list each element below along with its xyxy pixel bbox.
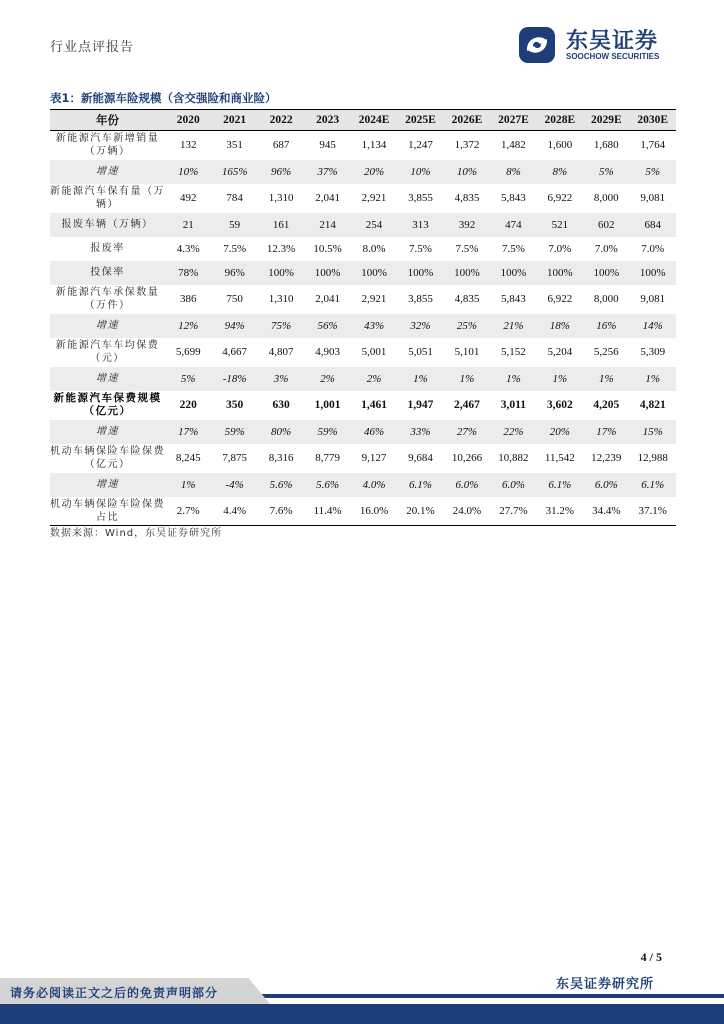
table-cell: 5,152: [501, 346, 526, 358]
table-cell: 17%: [596, 425, 617, 438]
table-cell: 165%: [221, 165, 248, 178]
table-cell: 4,821: [639, 399, 666, 411]
table-cell: 7.0%: [641, 242, 665, 255]
table-cell: 59%: [317, 425, 338, 438]
table-cell: 8,245: [175, 452, 201, 464]
table-cell: 33%: [410, 425, 431, 438]
table-cell: 31.2%: [537, 497, 583, 526]
row-label: 新能源汽车保费规模（亿元）: [53, 392, 162, 417]
table-cell: -18%: [222, 372, 247, 385]
row-label: 增速: [96, 479, 119, 490]
table-cell: 1%: [459, 372, 475, 385]
table-cell: 5%: [180, 372, 196, 385]
table-cell: 1,310: [268, 192, 294, 204]
table-cell: 12,239: [591, 452, 622, 464]
table-cell: 21%: [503, 319, 524, 332]
table-cell: 5.6%: [316, 478, 340, 491]
table-cell: 8.0%: [362, 242, 386, 255]
table-cell: 100%: [593, 266, 620, 279]
table-cell: 8,000: [593, 293, 619, 305]
table-cell: 94%: [224, 319, 245, 332]
header-year-cell: 2022: [258, 110, 304, 131]
table-cell: 8,779: [315, 452, 340, 464]
table-cell: 78%: [178, 266, 199, 279]
row-label: 报废率: [90, 243, 125, 254]
table-cell: 6.0%: [594, 478, 618, 491]
table-cell: 16.0%: [351, 497, 397, 526]
table-row: [50, 391, 676, 420]
table-cell: 1,680: [593, 139, 619, 152]
table-cell: 1,764: [640, 139, 666, 152]
table-cell: 4,903: [315, 346, 340, 358]
table-cell: 10%: [410, 165, 431, 178]
table-cell: 630: [272, 399, 290, 411]
table-cell: 214: [319, 218, 336, 231]
table-cell: 11,542: [544, 452, 575, 464]
table-cell: 100%: [361, 266, 387, 279]
table-cell: 37%: [317, 165, 338, 178]
table-cell: 386: [179, 293, 197, 305]
table-cell: 1%: [506, 372, 521, 385]
table-cell: 2%: [320, 372, 335, 385]
table-cell: 1%: [413, 372, 428, 385]
table-cell: 1,600: [547, 139, 573, 152]
table-cell: 687: [272, 139, 290, 152]
table-cell: 75%: [271, 319, 292, 332]
table-cell: 750: [226, 293, 243, 305]
table-row: [50, 314, 676, 338]
table-cell: 1,247: [408, 139, 433, 152]
table-cell: 27%: [456, 425, 478, 438]
table-cell: 25%: [456, 319, 478, 332]
table-cell: 5,843: [501, 192, 526, 204]
table-cell: 10,266: [451, 452, 483, 464]
table-cell: 5,101: [454, 346, 480, 358]
table-cell: 8,316: [268, 452, 294, 464]
table-cell: 10.5%: [313, 242, 342, 255]
table-cell: 9,127: [361, 452, 387, 464]
table-cell: 2,041: [315, 192, 340, 204]
table-cell: 6.1%: [641, 478, 665, 491]
table-cell: 4.0%: [362, 478, 386, 491]
table-cell: 2,041: [315, 293, 340, 305]
table-cell: 2,467: [454, 399, 480, 411]
table-row: [50, 367, 676, 391]
table-cell: 2,921: [361, 293, 387, 305]
data-table: [50, 109, 676, 526]
table-cell: 96%: [271, 165, 292, 178]
header-year-cell: 2028E: [537, 110, 583, 131]
table-cell: 5,843: [501, 293, 526, 305]
table-cell: 492: [179, 192, 197, 204]
table-cell: 254: [365, 218, 383, 231]
table-cell: 5.6%: [269, 478, 293, 491]
table-cell: 100%: [407, 266, 434, 279]
row-label: 投保率: [90, 267, 125, 278]
table-cell: 12%: [178, 319, 199, 332]
header-year-cell: 2021: [211, 110, 257, 131]
table-title: 表1：新能源车险规模（含交强险和商业险）: [50, 91, 277, 105]
table-row: [50, 444, 676, 473]
table-row: [50, 473, 676, 497]
table-cell: 7.0%: [594, 242, 618, 255]
table-cell: 59: [229, 218, 241, 231]
table-cell: 4,205: [593, 399, 620, 411]
table-cell: 56%: [317, 319, 338, 332]
table-cell: 12.3%: [266, 242, 296, 255]
table-cell: 6.1%: [548, 478, 572, 491]
table-cell: 4,807: [268, 346, 294, 358]
table-cell: 3,602: [546, 399, 573, 411]
table-cell: 8%: [552, 165, 568, 178]
table-cell: 100%: [314, 266, 341, 279]
table-cell: 11.4%: [304, 497, 350, 526]
table-cell: 14%: [642, 319, 663, 332]
table-cell: 4,835: [454, 192, 480, 204]
table-cell: 3,011: [500, 399, 527, 411]
header-label-cell: 年份: [50, 110, 165, 131]
table-cell: 220: [179, 399, 197, 411]
table-cell: 521: [551, 218, 569, 231]
table-cell: 20%: [549, 425, 570, 438]
table-cell: 5,051: [408, 346, 433, 358]
table-cell: 10,882: [498, 452, 529, 464]
table-row: [50, 420, 676, 444]
table-cell: 3,855: [408, 293, 433, 305]
row-label: 新能源汽车承保数量（万件）: [55, 287, 160, 311]
row-label: 增速: [96, 166, 119, 177]
table-cell: -4%: [225, 478, 244, 491]
table-cell: 16%: [596, 319, 617, 332]
header-year-cell: 2026E: [444, 110, 490, 131]
table-cell: 100%: [454, 266, 480, 279]
table-cell: 10%: [178, 165, 199, 178]
table-cell: 22%: [503, 425, 524, 438]
table-cell: 1%: [645, 372, 661, 385]
table-cell: 4,667: [222, 346, 248, 358]
table-cell: 1%: [598, 372, 614, 385]
table-cell: 5%: [645, 165, 661, 178]
footer-org-name: 东吴证券研究所: [556, 977, 655, 992]
row-label: 新能源汽车新增销量（万辆）: [55, 133, 160, 158]
table-row: [50, 338, 676, 367]
row-label: 新能源汽车车均保费（元）: [55, 340, 160, 364]
table-cell: 9,684: [408, 452, 433, 464]
brand-name-en: SOOCHOW SECURITIES: [566, 52, 660, 61]
table-cell: 7,875: [222, 452, 248, 464]
table-cell: 474: [505, 218, 522, 231]
table-cell: 351: [226, 139, 243, 152]
document-type-label: 行业点评报告: [50, 40, 135, 55]
table-cell: 100%: [500, 266, 527, 279]
row-label: 机动车辆保险车险保费占比: [50, 497, 165, 526]
table-cell: 7.5%: [409, 242, 432, 255]
header-year-cell: 2030E: [630, 110, 676, 131]
data-table-container: [50, 109, 676, 526]
header-year-cell: 2027E: [490, 110, 536, 131]
header-year-cell: 2020: [165, 110, 211, 131]
table-cell: 32%: [410, 319, 431, 332]
table-cell: 17%: [178, 425, 199, 438]
footer-band: [0, 1004, 724, 1024]
table-cell: 2%: [366, 372, 382, 385]
brand-name-cn: 东吴证券: [566, 29, 659, 54]
table-cell: 5,699: [175, 346, 201, 358]
table-cell: 1,461: [361, 399, 387, 411]
data-source-note: 数据来源：Wind，东吴证券研究所: [50, 528, 223, 539]
table-cell: 6.0%: [501, 478, 525, 491]
table-row: [50, 160, 676, 184]
row-label: 新能源汽车保有量（万辆）: [50, 186, 165, 210]
table-cell: 37.1%: [630, 497, 676, 526]
row-label: 报废车辆（万辆）: [61, 219, 154, 230]
brand-mark-icon: [518, 26, 558, 64]
table-cell: 12,988: [637, 452, 668, 464]
table-row: [50, 213, 676, 237]
table-cell: 7.0%: [548, 242, 572, 255]
header-year-cell: 2023: [304, 110, 350, 131]
table-cell: 7.5%: [455, 242, 479, 255]
table-cell: 1,947: [407, 399, 434, 411]
table-cell: 1,310: [268, 293, 294, 305]
table-cell: 2.7%: [165, 497, 211, 526]
row-label: 增速: [96, 426, 119, 437]
table-row: [50, 497, 676, 526]
row-label: 增速: [96, 373, 119, 384]
table-cell: 8%: [506, 165, 521, 178]
table-cell: 21: [182, 218, 194, 231]
table-cell: 100%: [268, 266, 294, 279]
table-cell: 7.5%: [223, 242, 247, 255]
table-row: [50, 184, 676, 213]
header-year-cell: 2024E: [351, 110, 397, 131]
table-cell: 684: [644, 218, 662, 231]
table-body: [50, 131, 676, 526]
table-cell: 1,482: [501, 139, 526, 152]
disclaimer-text: 请务必阅读正文之后的免责声明部分: [10, 986, 219, 1000]
table-row: [50, 237, 676, 261]
table-cell: 9,081: [640, 192, 666, 204]
table-cell: 945: [319, 139, 336, 152]
table-cell: 18%: [549, 319, 570, 332]
table-cell: 5,309: [640, 346, 666, 358]
page-number: 4 / 5: [640, 950, 662, 964]
table-cell: 15%: [642, 425, 663, 438]
table-cell: 96%: [224, 266, 245, 279]
table-cell: 5,256: [593, 346, 619, 358]
table-cell: 34.4%: [583, 497, 629, 526]
table-cell: 7.5%: [501, 242, 525, 255]
table-cell: 6,922: [547, 192, 573, 204]
table-cell: 4,835: [454, 293, 480, 305]
row-label: 增速: [96, 320, 119, 331]
table-cell: 100%: [639, 266, 666, 279]
table-cell: 5%: [598, 165, 614, 178]
table-cell: 6.1%: [409, 478, 432, 491]
table-cell: 350: [226, 399, 244, 411]
table-cell: 59%: [224, 425, 245, 438]
table-cell: 1,001: [314, 399, 341, 411]
table-cell: 9,081: [640, 293, 666, 305]
table-cell: 392: [458, 218, 476, 231]
table-cell: 80%: [271, 425, 292, 438]
header-year-cell: 2029E: [583, 110, 629, 131]
table-cell: 43%: [363, 319, 385, 332]
table-cell: 24.0%: [444, 497, 490, 526]
table-cell: 3,855: [408, 192, 433, 204]
table-cell: 161: [272, 218, 290, 231]
table-cell: 1,372: [454, 139, 480, 152]
table-cell: 46%: [363, 425, 385, 438]
table-cell: 6,922: [547, 293, 573, 305]
table-cell: 100%: [547, 266, 573, 279]
table-row: [50, 131, 676, 160]
header-year-cell: 2025E: [397, 110, 443, 131]
table-row: [50, 285, 676, 314]
table-cell: 10%: [456, 165, 478, 178]
table-cell: 3%: [273, 372, 289, 385]
table-cell: 602: [598, 218, 615, 231]
table-cell: 2,921: [361, 192, 387, 204]
table-cell: 27.7%: [490, 497, 536, 526]
table-cell: 132: [179, 139, 197, 152]
table-cell: 4.4%: [211, 497, 257, 526]
table-cell: 4.3%: [176, 242, 200, 255]
table-cell: 20.1%: [397, 497, 443, 526]
table-cell: 313: [412, 218, 429, 231]
table-header-row: [50, 110, 676, 131]
table-cell: 1%: [180, 478, 196, 491]
table-row: [50, 261, 676, 285]
table-cell: 784: [226, 192, 243, 204]
table-cell: 20%: [363, 165, 385, 178]
table-cell: 5,001: [361, 346, 387, 358]
table-cell: 1,134: [361, 139, 387, 152]
table-cell: 1%: [552, 372, 568, 385]
row-label: 机动车辆保险车险保费（亿元）: [50, 446, 165, 470]
table-cell: 6.0%: [455, 478, 479, 491]
table-cell: 7.6%: [258, 497, 304, 526]
brand-logo: [518, 24, 674, 66]
table-cell: 8,000: [593, 192, 619, 204]
table-cell: 5,204: [547, 346, 573, 358]
